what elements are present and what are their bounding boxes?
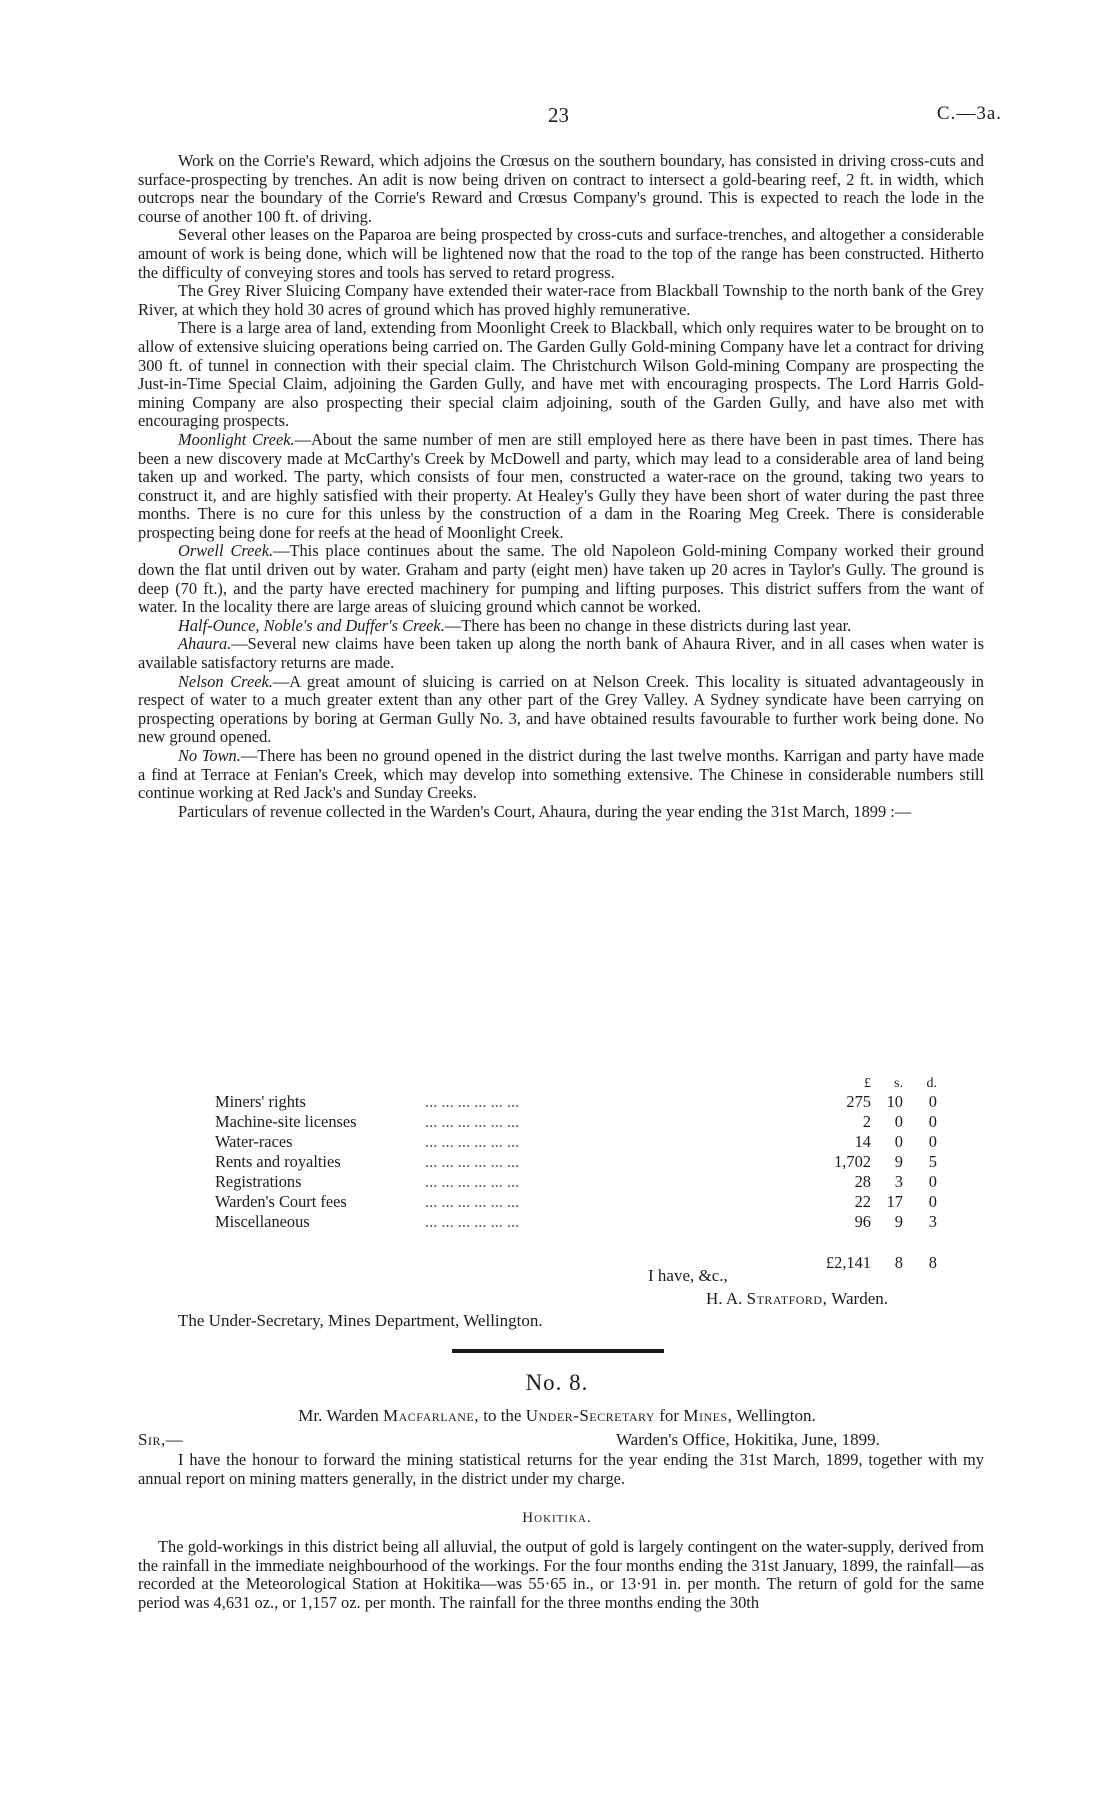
heading-name: Macfarlane,	[383, 1406, 479, 1425]
leader-dots: ... ... ... ... ... ...	[425, 1192, 520, 1211]
letter-heading	[0, 1406, 1114, 1426]
paragraph-no-town	[138, 747, 984, 803]
subhead-ahaura: Ahaura.	[178, 634, 232, 654]
leader-dots: ... ... ... ... ... ...	[425, 1212, 520, 1231]
paragraph-half-ounce	[138, 617, 984, 636]
paragraph-text: —This place continues about the same. The old Napoleon Gold-mining Company worked their ground down the flat until driven out by water. Graham and party (eight men) have taken up 20 acres in Taylor's Gully. The ground is deep (70 ft.), and the party have erected machinery for pumping and lifting purposes. This district suffers from the want of water. In the locality there are large areas of sluicing ground which cannot be worked.	[138, 541, 984, 617]
signature-initials: H. A.	[706, 1289, 743, 1308]
leader-dots: ... ... ... ... ... ...	[425, 1172, 520, 1191]
subhead-orwell-creek: Orwell Creek.	[178, 541, 274, 561]
revenue-pounds: 2	[862, 1112, 871, 1131]
table-row	[215, 1132, 937, 1152]
revenue-pounds: 22	[854, 1192, 871, 1211]
section-divider	[452, 1349, 664, 1353]
total-pence: 8	[928, 1253, 937, 1272]
hokitika-report	[138, 1538, 984, 1612]
leader-dots: ... ... ... ... ... ...	[425, 1132, 520, 1151]
revenue-label: Miscellaneous	[215, 1212, 310, 1231]
closing-phrase: I have, &c.,	[648, 1266, 728, 1285]
subhead-no-town: No Town.	[178, 746, 241, 765]
paragraph-orwell-creek	[138, 542, 984, 616]
paragraph-paparoa-leases: Several other leases on the Paparoa are being prospected by cross-cuts and surface-trenches, and altogether a considerable amount of work is being done, which will be lightened now that the road to the top of the range has been constructed. Hitherto the difficulty of conveying stores and tools has served to retard progress.	[138, 225, 984, 282]
paragraph-ahaura	[138, 635, 984, 672]
paragraph-text: —Several new claims have been taken up along the north bank of Ahaura River, and in all cases when water is available satisfactory returns are made.	[138, 634, 984, 673]
signature	[706, 1289, 888, 1309]
addressee: The Under-Secretary, Mines Department, Wellington.	[178, 1311, 543, 1330]
revenue-pence: 0	[928, 1132, 937, 1151]
revenue-pounds: 1,702	[834, 1152, 871, 1171]
signature-title: Warden.	[831, 1289, 888, 1308]
revenue-shillings: 0	[894, 1132, 903, 1151]
table-row	[215, 1192, 937, 1212]
revenue-shillings: 9	[894, 1152, 903, 1171]
document-reference: C.—3a.	[936, 103, 1002, 124]
revenue-shillings: 9	[894, 1212, 903, 1231]
salutation: Sir,—	[138, 1430, 184, 1449]
heading-mid: to the	[483, 1406, 522, 1425]
signature-name: Stratford,	[746, 1289, 828, 1308]
revenue-shillings: 3	[894, 1172, 903, 1191]
revenue-pence: 0	[928, 1092, 937, 1111]
revenue-table	[215, 1076, 937, 1274]
revenue-shillings: 10	[886, 1092, 903, 1111]
report-body	[138, 152, 984, 821]
leader-dots: ... ... ... ... ... ...	[425, 1092, 520, 1111]
revenue-shillings: 0	[894, 1112, 903, 1131]
pounds-header: £	[864, 1076, 871, 1091]
revenue-pence: 0	[928, 1192, 937, 1211]
currency-header-row	[215, 1076, 937, 1092]
paragraph-text: —A great amount of sluicing is carried on at Nelson Creek. This locality is situated advantageously in respect of water to a much greater extent than any other part of the Grey Valley. A Sydney syndicate have been carrying on prospecting operations by boring at German Gully No. 3, and have obtained results favourable to further work being done. No new ground opened.	[138, 671, 984, 747]
revenue-pence: 0	[928, 1172, 937, 1191]
revenue-total-row	[215, 1232, 937, 1274]
table-row	[215, 1112, 937, 1132]
revenue-shillings: 17	[886, 1192, 903, 1211]
paragraph-nelson-creek	[138, 673, 984, 747]
revenue-label: Rents and royalties	[215, 1152, 341, 1171]
paragraph-corries-reward: Work on the Corrie's Reward, which adjoins the Crœsus on the southern boundary, has consisted in driving cross-cuts and surface-prospecting by trenches. An adit is now being driven on contract to intersect a gold-bearing reef, 2 ft. in width, which outcrops near the boundary of the Corrie's Reward and Crœsus Company's ground. This is expected to reach the lode in the course of another 100 ft. of driving.	[138, 151, 984, 226]
revenue-pence: 0	[928, 1112, 937, 1131]
revenue-label: Machine-site licenses	[215, 1112, 357, 1131]
shillings-header: s.	[894, 1076, 903, 1091]
subhead-moonlight-creek: Moonlight Creek.	[178, 429, 295, 449]
paragraph-text: —There has been no ground opened in the district during the last twelve months. Karrigan and party have made a find at Terrace at Fenian's Creek, which may develop into something extensive. The Chinese in considerable numbers still continue working at Red Jack's and Sunday Creeks.	[138, 746, 984, 803]
table-row	[215, 1092, 937, 1112]
table-row	[215, 1172, 937, 1192]
revenue-pounds: 14	[854, 1132, 871, 1151]
leader-dots: ... ... ... ... ... ...	[425, 1152, 520, 1171]
total-shillings: 8	[894, 1253, 903, 1272]
table-row	[215, 1152, 937, 1172]
section-number: No. 8.	[525, 1370, 589, 1395]
paragraph-text: —About the same number of men are still employed here as there have been in past times. There has been a new discovery made at McCarthy's Creek by McDowell and party, which may lead to a considerable area of land being taken up and worked. The party, which consists of four men, constructed a water-race on the ground, taking two years to construct it, and are highly satisfied with their property. At Healey's Gully they have been short of water during the past three months. There is no cure for this unless by the construction of a dam in the Roaring Meg Creek. There is considerable prospecting being done for reefs at the head of Moonlight Creek.	[138, 429, 984, 542]
revenue-label: Warden's Court fees	[215, 1192, 347, 1211]
district-heading: Hokitika.	[522, 1510, 592, 1526]
subhead-nelson-creek: Nelson Creek.	[178, 671, 273, 691]
revenue-label: Water-races	[215, 1132, 293, 1151]
paragraph-revenue-intro: Particulars of revenue collected in the Warden's Court, Ahaura, during the year ending the 31st March, 1899 :—	[178, 801, 912, 821]
revenue-label: Registrations	[215, 1172, 302, 1191]
page-number: 23	[548, 103, 569, 127]
letter-intro	[138, 1451, 984, 1488]
intro-paragraph: I have the honour to forward the mining statistical returns for the year ending the 31st March, 1899, together with my annual report on mining matters generally, in the district under my charge.	[138, 1450, 984, 1488]
revenue-pence: 3	[928, 1212, 937, 1231]
pence-header: d.	[926, 1076, 937, 1091]
total-pounds: £2,141	[825, 1253, 871, 1272]
heading-pre: Mr. Warden	[298, 1406, 379, 1425]
paragraph-moonlight-creek	[138, 431, 984, 543]
revenue-label: Miners' rights	[215, 1092, 306, 1111]
revenue-pounds: 96	[854, 1212, 871, 1231]
revenue-pence: 5	[928, 1152, 937, 1171]
subhead-half-ounce: Half-Ounce, Noble's and Duffer's Creek.	[178, 615, 445, 635]
heading-place: Wellington.	[736, 1406, 816, 1425]
revenue-pounds: 28	[854, 1172, 871, 1191]
leader-dots: ... ... ... ... ... ...	[425, 1112, 520, 1131]
paragraph-moonlight-blackball-land: There is a large area of land, extending from Moonlight Creek to Blackball, which only requires water to be brought on to allow of extensive sluicing operations being carried on. The Garden Gully Gold-mining Company have let a contract for driving 300 ft. of tunnel in connection with their special claim. The Christchurch Wilson Gold-mining Company are prospecting the Just-in-Time Special Claim, adjoining the Garden Gully, and have met with encouraging prospects. The Lord Harris Gold-mining Company are also prospecting their special claim adjoining, south of the Garden Gully, and have also met with encouraging prospects.	[138, 318, 984, 431]
page-header	[0, 103, 1114, 129]
hokitika-paragraph: The gold-workings in this district being all alluvial, the output of gold is largely contingent on the water-supply, derived from the rainfall in the immediate neighbourhood of the workings. For the four months ending the 31st January, 1899, the rainfall—as recorded at the Meteorological Station at Hokitika—was 55·65 in., or 13·91 in. per month. The return of gold for the same period was 4,631 oz., or 1,157 oz. per month. The rainfall for the three months ending the 30th	[138, 1537, 984, 1612]
heading-dept: Mines,	[683, 1406, 733, 1425]
paragraph-text: —There has been no change in these districts during last year.	[444, 615, 852, 635]
table-row	[215, 1212, 937, 1232]
heading-for: for	[659, 1406, 680, 1425]
paragraph-grey-river-sluicing: The Grey River Sluicing Company have extended their water-race from Blackball Township to the north bank of the Grey River, at which they hold 30 acres of ground which has proved highly remunerative.	[138, 281, 984, 319]
revenue-pounds: 275	[846, 1092, 871, 1111]
office-dateline: Warden's Office, Hokitika, June, 1899.	[616, 1430, 880, 1449]
heading-recipient: Under-Secretary	[525, 1406, 656, 1425]
